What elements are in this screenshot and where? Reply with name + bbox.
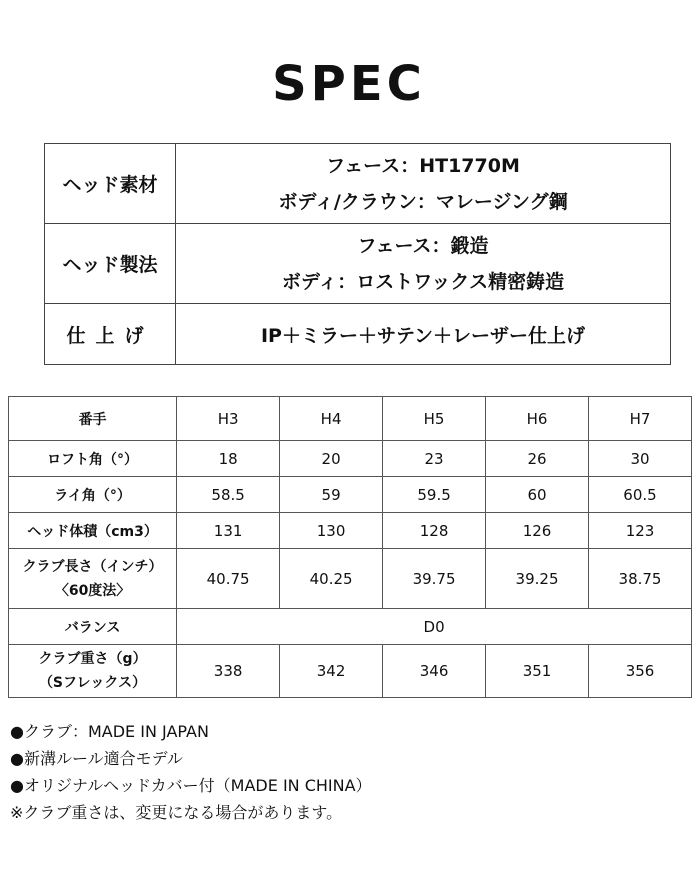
- table-row-balance: [9, 609, 692, 645]
- spec-label-head-material: ヘッド素材: [45, 144, 176, 224]
- table-row-loft: [9, 441, 692, 477]
- table-row-lie: [9, 477, 692, 513]
- notes-list: [10, 718, 690, 826]
- row-label: ロフト角（°）: [9, 441, 177, 477]
- spec-line: ボディ/クラウン：マレージング鋼: [278, 190, 568, 213]
- column-header: H7: [589, 397, 692, 441]
- table-row-weight: [9, 645, 692, 698]
- table-cell: 18: [177, 441, 280, 477]
- table-cell: 128: [383, 513, 486, 549]
- table-cell: 23: [383, 441, 486, 477]
- spec-label-head-method: ヘッド製法: [45, 224, 176, 304]
- table-cell: 338: [177, 645, 280, 698]
- club-spec-table: [8, 396, 692, 698]
- note-item: ●クラブ：MADE IN JAPAN: [10, 722, 209, 741]
- spec-value-finish: IP＋ミラー＋サテン＋レーザー仕上げ: [176, 304, 671, 365]
- row-label: ライ角（°）: [9, 477, 177, 513]
- table-cell: 59: [280, 477, 383, 513]
- table-cell: 126: [486, 513, 589, 549]
- table-row-volume: [9, 513, 692, 549]
- spec-line: フェース：鍛造: [357, 234, 489, 257]
- column-header: H5: [383, 397, 486, 441]
- spec-row-head-method: [45, 224, 671, 304]
- table-cell: 38.75: [589, 549, 692, 609]
- spec-label-finish: 仕上げ: [45, 304, 176, 365]
- table-cell: 131: [177, 513, 280, 549]
- table-cell: 59.5: [383, 477, 486, 513]
- spec-table: [44, 143, 671, 365]
- note-item: ※クラブ重さは、変更になる場合があります。: [10, 803, 343, 822]
- column-header: H3: [177, 397, 280, 441]
- table-cell: 60.5: [589, 477, 692, 513]
- spec-row-finish: [45, 304, 671, 365]
- row-label: ヘッド体積（cm3）: [9, 513, 177, 549]
- table-cell: 346: [383, 645, 486, 698]
- table-cell: 351: [486, 645, 589, 698]
- spec-line: ボディ：ロストワックス精密鋳造: [281, 270, 565, 293]
- table-cell: 60: [486, 477, 589, 513]
- table-cell: 20: [280, 441, 383, 477]
- header-label: 番手: [9, 397, 177, 441]
- column-header: H4: [280, 397, 383, 441]
- table-row-length: [9, 549, 692, 609]
- row-label: [9, 549, 177, 609]
- spec-line: フェース：HT1770M: [326, 154, 520, 177]
- table-cell: 130: [280, 513, 383, 549]
- table-cell: 58.5: [177, 477, 280, 513]
- table-cell: 40.75: [177, 549, 280, 609]
- table-header-row: [9, 397, 692, 441]
- table-cell: 342: [280, 645, 383, 698]
- spec-row-head-material: [45, 144, 671, 224]
- spec-value-head-method: [176, 224, 671, 304]
- column-header: H6: [486, 397, 589, 441]
- table-cell: 39.75: [383, 549, 486, 609]
- row-label-line: （Sフレックス）: [38, 675, 147, 691]
- table-cell: 30: [589, 441, 692, 477]
- page-title: SPEC: [272, 56, 426, 112]
- table-cell: 356: [589, 645, 692, 698]
- row-label-line: 〈60度法〉: [54, 582, 131, 599]
- row-label: [9, 645, 177, 698]
- note-item: ●新溝ルール適合モデル: [10, 749, 183, 768]
- table-cell: 123: [589, 513, 692, 549]
- table-cell: D0: [177, 609, 692, 645]
- note-item: ●オリジナルヘッドカバー付（MADE IN CHINA）: [10, 776, 372, 795]
- table-cell: 39.25: [486, 549, 589, 609]
- table-cell: 40.25: [280, 549, 383, 609]
- table-cell: 26: [486, 441, 589, 477]
- row-label-line: クラブ重さ（g）: [38, 651, 147, 667]
- row-label-line: クラブ長さ（インチ）: [22, 558, 163, 575]
- spec-value-head-material: [176, 144, 671, 224]
- row-label: バランス: [9, 609, 177, 645]
